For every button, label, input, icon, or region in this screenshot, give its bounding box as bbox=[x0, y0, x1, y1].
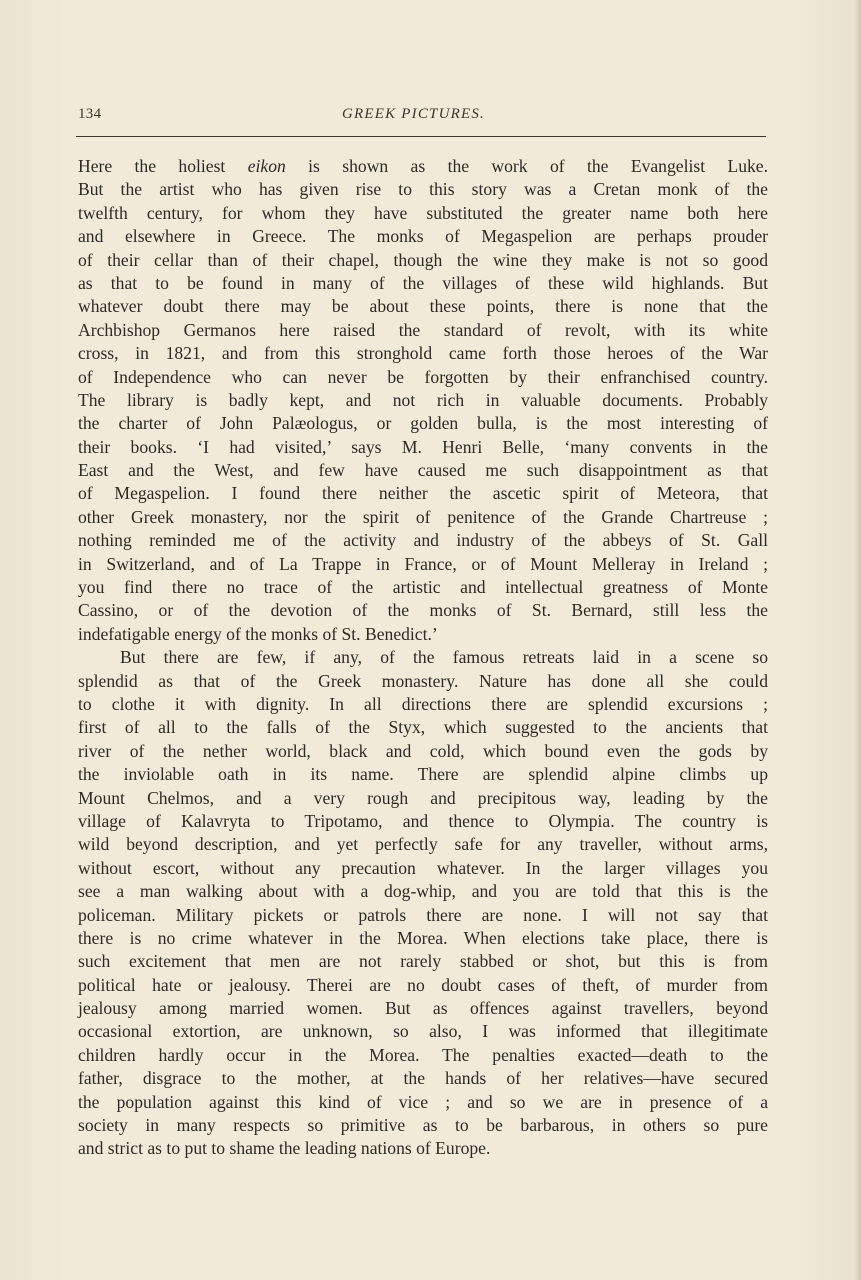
text-line: Mount Chelmos, and a very rough and precipitous way, leading by the bbox=[78, 787, 768, 808]
text-line: other Greek monastery, nor the spirit of penitence of the Grande Chartreuse ; bbox=[78, 506, 768, 527]
text-line: But there are few, if any, of the famous retreats laid in a scene so bbox=[120, 647, 768, 668]
text-line: without escort, without any precaution whatever. In the larger villages you bbox=[78, 857, 768, 878]
text-line: father, disgrace to the mother, at the hands of her relatives—have secured bbox=[78, 1068, 768, 1089]
text-line: of their cellar than of their chapel, though the wine they make is not so good bbox=[78, 249, 768, 270]
text-line: cross, in 1821, and from this stronghold came forth those heroes of the War bbox=[78, 343, 768, 364]
text-line: their books. ‘I had visited,’ says M. Henri Belle, ‘many convents in the bbox=[78, 436, 768, 457]
text-line: political hate or jealousy. Therei are no doubt cases of theft, of murder from bbox=[78, 974, 768, 995]
text-line: jealousy among married women. But as offences against travellers, beyond bbox=[78, 998, 768, 1019]
text-line: and elsewhere in Greece. The monks of Megaspelion are perhaps prouder bbox=[78, 226, 768, 247]
text-line: children hardly occur in the Morea. The penalties exacted—death to the bbox=[78, 1044, 768, 1065]
text-line: you find there no trace of the artistic and intellectual greatness of Monte bbox=[78, 577, 768, 598]
text-line: society in many respects so primitive as to be barbarous, in others so pure bbox=[78, 1115, 768, 1136]
running-head: GREEK PICTURES. bbox=[342, 106, 485, 122]
text-line: as that to be found in many of the villages of these wild highlands. But bbox=[78, 272, 768, 293]
text-line: see a man walking about with a dog-whip, and you are told that this is the bbox=[78, 881, 768, 902]
page-number: 134 bbox=[78, 106, 102, 122]
page-header bbox=[78, 106, 766, 130]
text-line: nothing reminded me of the activity and industry of the abbeys of St. Gall bbox=[78, 530, 768, 551]
header-rule bbox=[76, 136, 766, 137]
text-line: splendid as that of the Greek monastery. Nature has done all she could bbox=[78, 670, 768, 691]
text-line: first of all to the falls of the Styx, which suggested to the ancients that bbox=[78, 717, 768, 738]
text-line: in Switzerland, and of La Trappe in France, or of Mount Melleray in Ireland ; bbox=[78, 553, 768, 574]
text-line: of Independence who can never be forgotten by their enfranchised country. bbox=[78, 366, 768, 387]
text-span: is shown as the work of the Evangelist Luke. bbox=[285, 156, 768, 176]
text-span: Here the holiest bbox=[78, 156, 248, 176]
text-line: East and the West, and few have caused me such disappointment as that bbox=[78, 460, 768, 481]
text-line bbox=[78, 155, 768, 178]
text-line: occasional extortion, are unknown, so also, I was informed that illegitimate bbox=[78, 1021, 768, 1042]
text-line: river of the nether world, black and cold, which bound even the gods by bbox=[78, 740, 768, 761]
text-line: the charter of John Palæologus, or golden bulla, is the most interesting of bbox=[78, 413, 768, 434]
text-line: But the artist who has given rise to this story was a Cretan monk of the bbox=[78, 179, 768, 200]
italic-word: eikon bbox=[247, 156, 286, 176]
text-line: Archbishop Germanos here raised the standard of revolt, with its white bbox=[78, 319, 768, 340]
page-edge-shadow bbox=[855, 0, 861, 1280]
text-line: village of Kalavryta to Tripotamo, and thence to Olympia. The country is bbox=[78, 810, 768, 831]
text-line: Cassino, or of the devotion of the monks of St. Bernard, still less the bbox=[78, 600, 768, 621]
text-line: whatever doubt there may be about these points, there is none that the bbox=[78, 296, 768, 317]
text-line: policeman. Military pickets or patrols there are none. I will not say that bbox=[78, 904, 768, 925]
text-line: the population against this kind of vice ; and so we are in presence of a bbox=[78, 1091, 768, 1112]
text-line: wild beyond description, and yet perfectly safe for any traveller, without arms, bbox=[78, 834, 768, 855]
text-line: twelfth century, for whom they have substituted the greater name both here bbox=[78, 202, 768, 223]
text-line: there is no crime whatever in the Morea. When elections take place, there is bbox=[78, 927, 768, 948]
body-text bbox=[78, 155, 768, 1161]
text-line: the inviolable oath in its name. There are splendid alpine climbs up bbox=[78, 764, 768, 785]
text-line: The library is badly kept, and not rich in valuable documents. Probably bbox=[78, 389, 768, 410]
text-line: of Megaspelion. I found there neither the ascetic spirit of Meteora, that bbox=[78, 483, 768, 504]
text-line: indefatigable energy of the monks of St. Benedict.’ bbox=[78, 623, 438, 644]
text-line: to clothe it with dignity. In all directions there are splendid excursions ; bbox=[78, 693, 768, 714]
text-line: and strict as to put to shame the leading nations of Europe. bbox=[78, 1138, 491, 1159]
text-line: such excitement that men are not rarely stabbed or shot, but this is from bbox=[78, 951, 768, 972]
